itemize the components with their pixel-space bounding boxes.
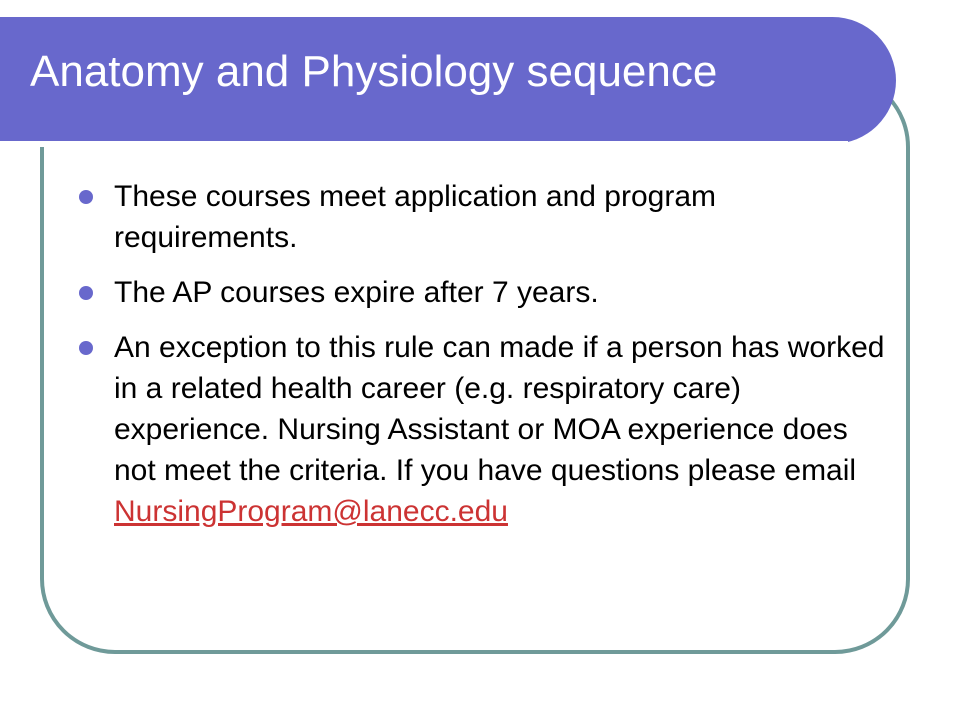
email-link[interactable]: NursingProgram@lanecc.edu bbox=[114, 495, 508, 528]
bullet-text: These courses meet application and program requirements. bbox=[114, 180, 716, 254]
bullet-text: The AP courses expire after 7 years. bbox=[114, 276, 599, 309]
bullet-list bbox=[76, 176, 886, 546]
bullet-item-expire bbox=[76, 272, 886, 313]
bullet-icon bbox=[79, 341, 93, 355]
bullet-icon bbox=[79, 286, 93, 300]
slide-title: Anatomy and Physiology sequence bbox=[30, 47, 718, 96]
bullet-item-exception bbox=[76, 327, 886, 532]
bullet-item-application bbox=[76, 176, 886, 258]
bullet-text: An exception to this rule can made if a person has worked in a related health career (e.g. respiratory care) experience. Nursing Assistant or MOA experience does not meet the criteria. If you have questions please email bbox=[114, 331, 885, 487]
bullet-icon bbox=[79, 190, 93, 204]
title-underline bbox=[0, 141, 848, 147]
